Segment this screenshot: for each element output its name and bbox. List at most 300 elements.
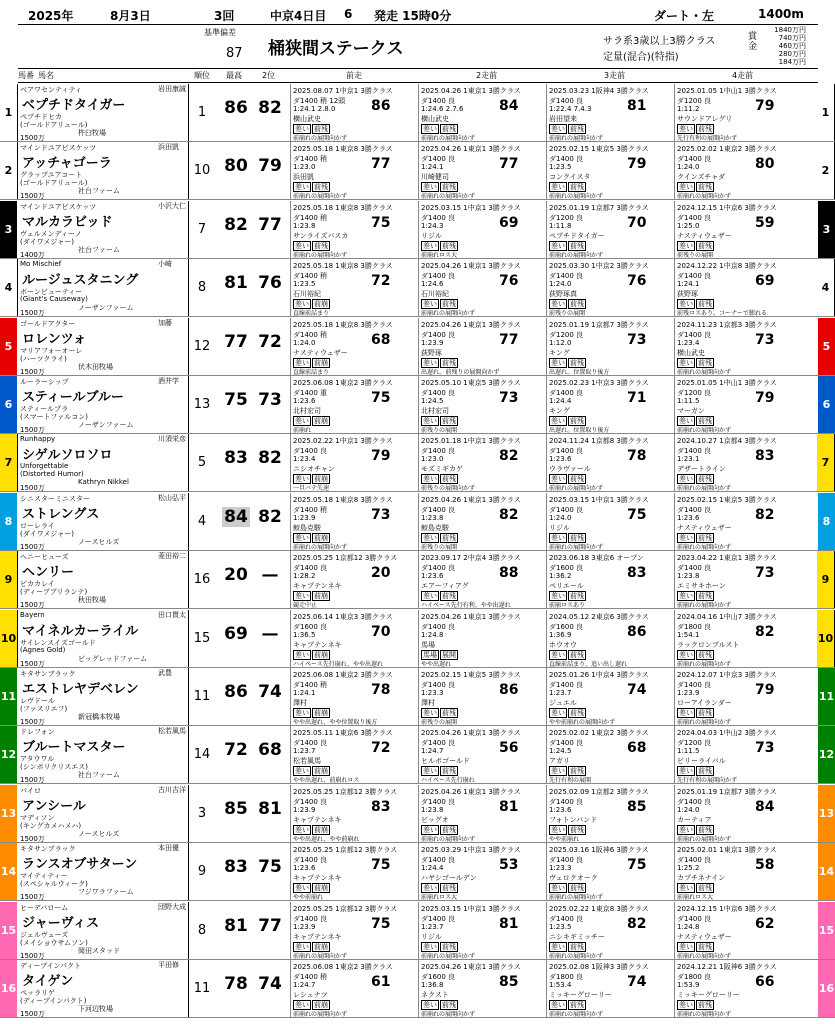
tag-2: 前残 [570,475,584,484]
past-race-4 [674,726,805,783]
past-figure: 70 [371,623,391,640]
past-date: 2025.02.15 1東京5 3勝クラス [549,145,649,154]
horse-name[interactable]: ランスオブサターン [22,857,138,873]
past-figure: 73 [755,331,775,348]
umaban-cell: 6 [818,376,835,433]
rank-order: 10 [193,163,211,179]
tag-2: 前残 [570,767,584,776]
past-time: 1:24.5 [549,747,572,756]
second-figure: 82 [258,506,282,527]
past-date: 2023.06.18 3東京6 オープン [549,554,644,563]
past-note: 前崩れロス大 [421,894,458,902]
dam-sire: (ディープブリランテ) [20,588,88,597]
tag-1: 差い [295,1001,309,1009]
past-race-4 [674,843,805,900]
past-note: 先行有利の展開向かず [677,777,738,785]
horse-stat: 1500万 [20,893,45,902]
past-figure: 82 [499,448,519,465]
past-time: 1:53.9 [677,981,700,989]
best-figure: 75 [224,390,248,410]
past-date: 2025.05.18 1東京8 3勝クラス [293,320,393,329]
dam-name: ボーンビューティー [20,288,83,297]
past-figure: 77 [499,156,519,173]
past-jockey: ヴェロクオーク [549,874,598,883]
tag-2: 前残 [698,884,712,893]
horse-stat: 1500万 [20,776,45,785]
col-name: 馬名 [38,71,54,80]
horse-row [0,551,835,609]
tag-1: 差い [679,884,693,893]
umaban-cell: 9 [817,551,835,608]
past-race-3 [546,843,675,900]
past-jockey: ローアイランダー [677,699,732,707]
tag-2: 前残 [442,475,456,484]
jockey-name: 松若風馬 [158,727,186,736]
past-note: 前崩れの展開向かず [677,952,732,960]
past-jockey: キング [549,348,570,357]
tag-1: 差い [423,183,437,192]
race-day: 中京4日目 [270,9,327,23]
past-race-4 [674,551,805,608]
owner-name: ビッグレッドファーム [78,654,148,663]
past-note: ハイペース先行崩れ [421,777,475,785]
past-time: 1:23.9 [293,513,316,522]
past-time: 1:23.7 [549,689,572,697]
dam-sire: (スマートファルコン) [20,413,88,421]
tag-2: 前崩 [314,533,328,542]
horse-stat: 1500万 [20,134,45,142]
past-figure: 74 [627,682,647,698]
past-note: 前残りの展開向かず [421,485,476,493]
past-figure: 77 [371,156,391,173]
sire-name: マインドユアビスケッツ [20,144,97,153]
tag-2: 前崩 [314,884,328,893]
past-note: 前崩れの展開向かず [677,543,732,551]
past-jockey: 澤村 [293,699,307,707]
past-race-2 [418,668,547,725]
horse-name[interactable]: ロレンツォ [22,331,87,347]
rank-order: 14 [193,747,211,763]
best-figure: 86 [224,98,248,118]
prize-3: 460万円 [778,42,806,50]
umaban-cell: 10 [817,610,835,667]
dam-sire: (ダイワメジャー) [20,529,74,538]
past-note: 前崩れの展開向かず [293,135,348,142]
jockey-name: 田口貫太 [158,610,186,619]
tag-1: 差い [295,709,309,717]
dam-name: ペプチドヒカ [20,113,62,121]
horse-name[interactable]: マイネルカーライル [22,623,139,639]
horse-name[interactable]: ストレングス [22,506,100,522]
past-figure: 81 [627,98,647,114]
past-date: 2025.02.22 1中京1 3勝クラス [293,437,393,446]
past-race-4 [674,318,805,375]
owner-name: 社台ファーム [78,187,120,196]
past-course: ダ1400 良 [293,914,328,923]
past-race-3 [546,551,675,608]
past-course: ダ1400 良 [549,739,584,748]
past-date: 2025.06.08 1東京2 3勝クラス [293,963,393,971]
tag-2: 前残 [570,183,584,192]
past-note: 前残りの展開 [421,427,458,434]
past-time: 1:25.0 [677,221,700,230]
past-jockey: 北村宏司 [293,407,321,415]
past-note: 前崩れの展開向かず [293,952,348,960]
tag-2: 前残 [314,241,328,250]
horse-name[interactable]: アンシール [22,798,86,814]
post-time: 発走 15時0分 [374,9,452,23]
past-jockey: 荻野琢 [677,290,698,299]
tag-1: 差い [679,475,693,484]
past-date: 2024.04.16 1中山7 3勝クラス [677,612,777,621]
sire-name: ドレフォン [20,728,55,737]
past-race-3 [546,610,675,667]
second-figure: 77 [258,915,282,936]
past-time: 1:23.9 [293,805,316,814]
past-race-1 [290,960,419,1017]
past-course: ダ1200 良 [549,330,584,339]
umaban-cell: 8 [0,493,17,550]
tag-2: 前残 [698,709,712,717]
horse-name[interactable]: ブルートマスター [22,740,126,756]
past-jockey: 北村宏司 [421,407,449,415]
past-figure: 80 [755,156,775,173]
best-figure: 77 [224,331,248,352]
umaban-cell: 12 [0,726,17,783]
tag-2: 前残 [442,358,456,367]
past-figure: 62 [755,915,775,932]
past-note: やや出遅れ、やや前崩れ [293,835,360,843]
umaban-cell: 8 [818,493,835,550]
past-date: 2025.02.02 1東京2 3勝クラス [677,145,777,154]
past-jockey: 浜田凱 [293,173,314,182]
past-note: 前崩れの展開向かず [293,1011,348,1018]
past-time: 1:24.0 [293,338,316,347]
umaban-cell: 1 [817,84,835,141]
past-time: 1:23.8 [421,805,444,814]
horse-stat: 1500万 [20,718,45,726]
past-note: やや出遅れ [421,660,452,668]
dam-sire: (キングカメハメハ) [20,821,82,830]
past-course: ダ1400 良 [549,97,584,105]
tag-2: 前残 [698,125,712,133]
past-time: 1:23.3 [549,864,572,873]
past-time: 1:23.9 [421,338,444,347]
horse-name[interactable]: ルージュスタニング [22,273,139,289]
past-jockey: アガリ [549,757,570,766]
tag-2: 前残 [442,767,456,776]
past-race-1 [290,551,419,608]
past-time: 1:23.8 [421,513,444,522]
past-note: 前崩れの展開向かず [421,135,476,142]
past-jockey: 松若風馬 [293,757,321,766]
tag-2: 前残 [442,825,456,834]
past-time: 1:24.6 [421,280,444,289]
owner-name: ノースヒルズ [78,829,120,838]
past-time: 1:23.6 [549,455,572,464]
tag-1: 差い [295,592,309,601]
past-figure: 86 [499,682,519,698]
past-figure: 73 [371,506,391,523]
tag-2: 前残 [570,1001,584,1009]
tag-1: 差い [551,125,565,133]
tag-1: 差い [551,183,565,192]
tag-2: 前崩 [314,358,328,367]
tag-1: 差い [551,942,565,951]
sire-name: キタサンブラック [20,670,76,678]
tag-1: 差い [551,592,565,601]
past-figure: 53 [499,857,519,874]
past-note: 前残りの展開 [421,543,458,551]
dam-sire: (ゴールドアリュール) [20,121,88,129]
tag-2: 前崩 [314,592,328,601]
past-figure: 86 [371,98,391,114]
past-note: やや前崩れ [293,894,324,902]
past-course: ダ1400 重 [293,389,328,397]
tag-2: 前残 [442,241,456,250]
horse-stat: 1500万 [20,951,45,960]
past-note: 前崩ロスあり [549,602,586,610]
best-figure: 81 [224,915,248,936]
past-figure: 75 [371,214,391,231]
past-race-1 [290,493,419,550]
past-date: 2024.12.22 1中京8 3勝クラス [677,262,777,271]
past-time: 1:11.8 [549,221,572,230]
past-date: 2025.04.26 1東京1 3勝クラス [421,87,521,95]
past-note: 先行有利の展開 [549,777,592,785]
past-figure: 75 [371,390,391,406]
past-course: ダ1400 良 [549,914,584,923]
rank-order: 4 [197,513,207,529]
horse-name[interactable]: アッチャゴーラ [22,156,112,172]
past-note: 前残ロスあり。コーナーで膨れる [677,310,768,318]
horse-info [18,376,189,433]
horse-name[interactable]: エストレヤデベレン [22,682,139,697]
past-note: 前崩れの展開向かず [677,368,732,376]
tag-2: 前崩 [314,417,328,425]
past-figure: 84 [755,798,775,815]
tag-2: 前残 [442,125,456,133]
jockey-name: 平田修 [158,961,179,969]
tag-1: 差い [423,767,437,776]
past-jockey: エアーフィアグ [421,582,469,591]
horse-info [18,201,189,258]
column-header [18,68,818,83]
owner-name: 下河辺牧場 [78,1005,113,1013]
col-best: 最高 [226,71,242,80]
dam-sire: (スペシャルウィーク) [20,880,88,889]
past-jockey: キャプテンネキ [293,582,342,591]
past-course: ダ1400 良 [549,155,584,164]
sire-name: ディープインパクト [20,962,81,970]
horse-name[interactable]: シゲルソロソロ [22,448,113,464]
tag-2: 前残 [442,709,456,717]
past-figure: 59 [755,214,775,231]
past-course: ダ1400 良 [549,505,584,514]
past-race-2 [418,434,547,491]
past-jockey: ペプチドタイガー [549,231,605,240]
past-date: 2025.05.18 1東京8 3勝クラス [293,262,393,271]
past-date: 2025.02.01 1東京1 3勝クラス [677,846,777,855]
past-figure: 69 [499,214,519,231]
owner-name: 伏木田牧場 [78,362,113,371]
past-date: 2025.05.18 1東京8 3勝クラス [293,145,393,154]
tag-2: 前残 [698,417,712,425]
past-date: 2024.10.27 1京都4 3勝クラス [677,437,777,446]
past-race-1 [290,201,419,258]
horse-name[interactable]: タイゲン [22,974,74,989]
owner-name: 杵臼牧場 [78,129,106,137]
dam-name: ジェルヴェーズ [20,930,69,939]
dam-sire: (シンボリクリスエス) [20,763,89,772]
past-race-1 [290,434,419,491]
past-race-2 [418,201,547,258]
past-course: ダ1600 良 [293,622,328,631]
past-course: ダ1400 良 [677,330,712,339]
past-date: 2024.11.24 1京都8 3勝クラス [549,437,649,446]
past-date: 2025.05.11 1東京6 3勝クラス [293,729,393,738]
past-date: 2025.05.18 1東京8 3勝クラス [293,495,393,504]
past-figure: 75 [627,857,647,874]
past-note: 前残りの展開 [421,719,458,726]
tag-2: 前残 [442,183,456,192]
umaban-cell: 6 [0,376,17,433]
past-race-2 [418,726,547,783]
past-course: ダ1200 良 [677,97,712,105]
umaban-cell: 5 [0,318,17,375]
horse-row [0,668,835,726]
past-time: 1:23.9 [677,689,700,697]
umaban-cell: 13 [818,785,835,842]
past-jockey: 鮫島克駿 [293,523,321,532]
past-date: 2024.04.03 1中山2 3勝クラス [677,729,777,738]
tag-1: 差い [295,183,309,192]
past-figure: 83 [371,798,391,815]
horse-name[interactable]: ジャーヴィス [22,915,99,931]
past-note: 先行有利の展開向かず [677,135,738,142]
best-figure: 84 [222,507,250,527]
tag-1: 差い [679,358,693,367]
past-course: ダ1400 良 [421,856,456,865]
past-figure: 84 [499,98,519,114]
horse-name[interactable]: スティールブルー [22,390,124,405]
past-figure: 56 [499,740,519,757]
tag-2: 前崩 [314,650,328,659]
past-race-4 [674,493,805,550]
past-jockey: モズミギカゲ [421,465,463,474]
horse-stat: 1500万 [20,659,45,668]
past-note: 一旦バテ失速 [293,485,330,493]
past-date: 2025.03.29 1中京1 3勝クラス [421,846,521,855]
past-date: 2025.02.02 1東京2 3勝クラス [549,729,649,738]
past-note: ハイペース先行崩れ、やや出遅れ [293,660,384,668]
dam-name: グラッブユアコート [20,171,83,180]
tag-1: 差い [295,767,309,776]
horse-row [0,610,835,668]
horse-row [0,960,835,1018]
past-time: 1:24.3 [421,221,444,230]
tag-2: 前残 [570,300,584,309]
past-note: 前崩れの展開向かず [677,835,732,843]
best-figure: 80 [224,156,248,177]
tag-2: 前残 [698,475,712,484]
past-date: 2025.03.23 1阪神4 3勝クラス [549,87,649,95]
jockey-name: 浜田凱 [158,143,179,152]
tag-1: 馬場 [423,650,437,659]
past-race-3 [546,201,675,258]
tag-2: 前崩 [314,825,328,834]
past-figure: 68 [371,331,391,348]
past-figure: 81 [499,798,519,815]
past-note: 前崩れの展開向かず [677,193,732,201]
umaban-cell: 9 [0,551,18,608]
past-date: 2025.04.26 1東京1 3勝クラス [421,145,521,154]
past-jockey: キャプテンネキ [293,640,342,649]
past-course: ダ1800 良 [677,973,712,981]
past-note: 前崩れの展開向かず [421,193,476,201]
past-date: 2025.05.25 1京都12 3勝クラス [293,846,398,855]
dam-name: レヴドール [20,697,55,705]
past-jockey: ニシキギミッチー [549,932,605,941]
tag-2: 前残 [570,825,584,834]
past-time: 1:23.8 [293,221,316,230]
tag-1: 差い [295,125,309,133]
horse-info [18,142,189,199]
race-header-bar [18,6,818,25]
past-note: 前崩れの展開向かず [549,1011,604,1018]
past-note: 前崩れの展開向かず [421,952,476,960]
past-note: 直線前詰まり、追い出し遅れ [549,660,628,668]
past-note: 前崩れの展開向かず [293,251,348,259]
past-time: 1:24.8 [677,922,700,931]
tag-2: 前残 [698,650,712,659]
tag-2: 前残 [442,592,456,601]
past-race-1 [290,318,419,375]
past-race-1 [290,726,419,783]
past-time: 1:23.5 [549,163,572,172]
horse-name[interactable]: マルカラビッド [22,214,113,230]
past-date: 2025.03.15 1中京1 3勝クラス [421,904,521,913]
past-date: 2025.01.26 1中京4 3勝クラス [549,671,649,679]
sire-name: ヘニーヒューズ [20,553,69,562]
past-date: 2024.05.12 2東京6 3勝クラス [549,612,649,621]
jockey-name: 団野大成 [158,902,186,911]
past-jockey: ナスティウェザー [677,523,732,532]
horse-info [18,785,189,842]
dam-sire: (ディープインパクト) [20,997,87,1005]
dam-sire: (ハーツクライ) [20,354,67,363]
prize-1: 1840万円 [774,26,806,34]
jockey-name: 加藤 [158,318,172,327]
rank-order: 1 [197,105,207,120]
dam-sire: (ファスリエフ) [20,705,68,713]
horse-info [18,318,189,375]
past-jockey: ハヤシゴールデン [421,874,477,883]
horse-name[interactable]: ベプチドタイガー [22,98,126,113]
tag-1: 差い [295,300,309,309]
horse-info [18,668,189,725]
past-date: 2025.08.07 1中京1 3勝クラス [293,87,393,95]
dam-name: ヴェルメンディーノ [20,229,82,238]
past-jockey: ミッキーグローリー [677,991,740,999]
past-jockey: ビリーライバル [677,757,726,766]
horse-name[interactable]: ヘンリー [22,565,75,581]
past-race-3 [546,726,675,783]
past-course: ダ1400 良 [677,447,712,456]
owner-name: 岡田スタッド [78,946,120,955]
past-time: 1:24.0 [549,513,572,522]
past-jockey: ペリエール [549,582,584,591]
